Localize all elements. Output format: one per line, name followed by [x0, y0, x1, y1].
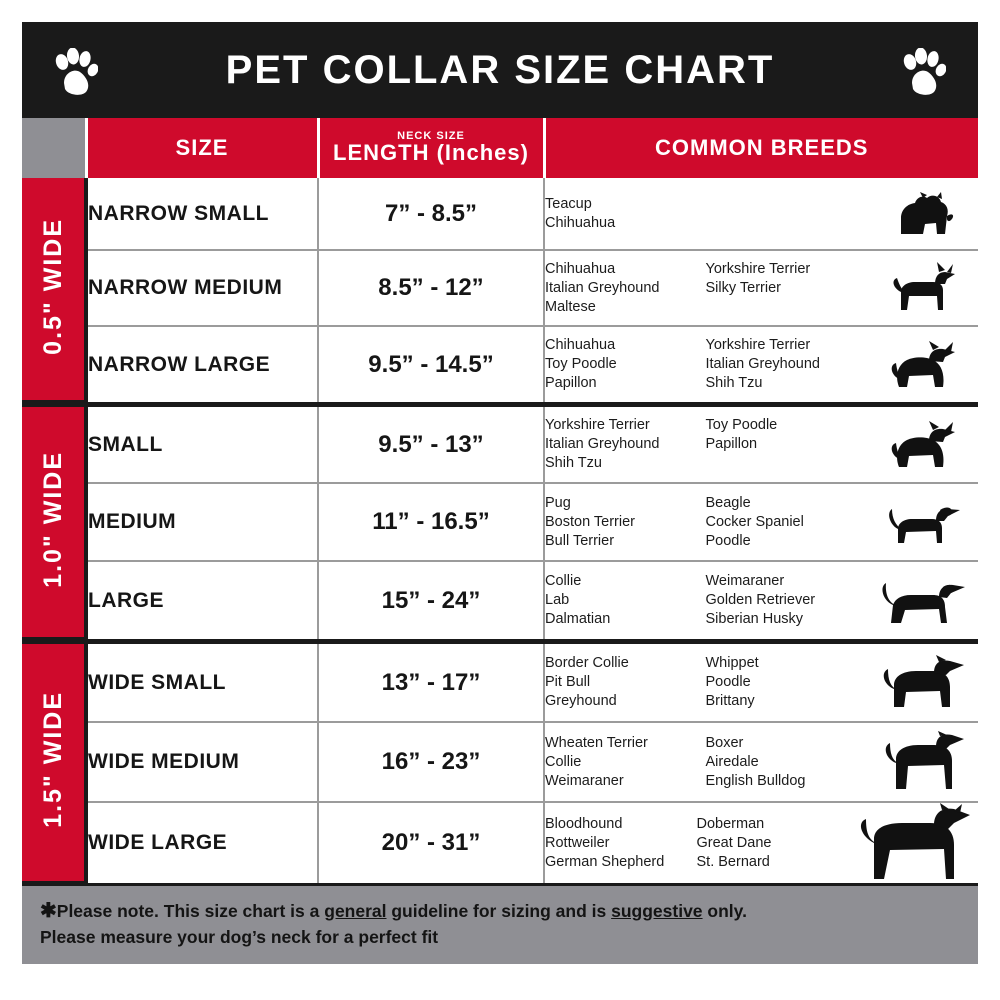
breeds-cell — [544, 178, 978, 250]
neck-length: 7” - 8.5” — [318, 178, 544, 250]
breeds-cell — [544, 483, 978, 561]
chihuahua-silhouette-icon — [866, 262, 978, 314]
width-group-cell — [22, 178, 86, 402]
width-group-label: 1.0" WIDE — [38, 450, 67, 588]
size-name: WIDE SMALL — [86, 644, 318, 722]
breeds-column-2 — [706, 260, 867, 317]
breeds-cell — [544, 722, 978, 802]
breeds-cell — [544, 644, 978, 722]
footer-text-b: guideline for sizing and is — [386, 900, 612, 921]
table-row — [22, 722, 978, 802]
breeds-cell — [544, 802, 978, 883]
breeds-cell — [544, 561, 978, 639]
breed-item: Collie — [545, 753, 582, 770]
breed-item: Pit Bull — [545, 674, 591, 690]
footer-line-2: Please measure your dog’s neck for a perfect fit — [40, 926, 439, 947]
footer-underline-general: general — [324, 900, 387, 921]
table-row — [22, 644, 978, 722]
breed-item: Pug — [545, 494, 571, 511]
breeds-column-1 — [545, 734, 706, 791]
breed-item: St. Bernard — [696, 853, 770, 870]
breeds-column-2 — [706, 734, 867, 791]
breed-item: Bull Terrier — [545, 532, 615, 549]
breed-item: Toy Poodle — [705, 417, 778, 433]
table-row — [22, 178, 978, 250]
size-table — [22, 118, 978, 886]
breeds-cell — [544, 326, 978, 402]
breeds-column-1 — [545, 195, 706, 233]
breed-item: Cocker Spaniel — [705, 513, 804, 530]
footer-note — [22, 886, 978, 964]
neck-length: 8.5” - 12” — [318, 250, 544, 326]
breed-item: Italian Greyhound — [705, 356, 820, 372]
breed-item: Italian Greyhound — [545, 436, 660, 452]
breed-item: Shih Tzu — [705, 375, 763, 391]
breed-item: German Shepherd — [545, 853, 665, 870]
breed-item: Whippet — [705, 655, 759, 671]
size-chart — [22, 22, 978, 964]
size-name: WIDE MEDIUM — [86, 722, 318, 802]
header-sub-neck-size: NECK SIZE — [397, 130, 465, 142]
table-row — [22, 483, 978, 561]
breed-item: Teacup — [545, 195, 592, 212]
breeds-column-1 — [545, 815, 697, 872]
doberman-silhouette-icon — [848, 803, 978, 883]
neck-length: 9.5” - 13” — [318, 407, 544, 483]
breed-item: Silky Terrier — [705, 279, 781, 296]
breed-item: Yorkshire Terrier — [705, 337, 811, 353]
boxer-silhouette-icon — [866, 731, 978, 793]
page-bottom-margin — [22, 964, 978, 986]
size-name: WIDE LARGE — [86, 802, 318, 883]
breeds-column-1 — [545, 572, 706, 629]
breed-item: Siberian Husky — [705, 611, 804, 627]
breed-item: Yorkshire Terrier — [545, 417, 650, 433]
size-name: NARROW SMALL — [86, 178, 318, 250]
breeds-cell — [544, 407, 978, 483]
footer-underline-suggestive: suggestive — [611, 900, 703, 921]
breed-item: English Bulldog — [705, 772, 806, 789]
breed-item: Italian Greyhound — [545, 279, 660, 296]
breed-item: Lab — [545, 592, 570, 608]
neck-length: 11” - 16.5” — [318, 483, 544, 561]
breed-item: Shih Tzu — [545, 455, 602, 471]
breed-item: Papillon — [705, 436, 758, 452]
table-row — [22, 250, 978, 326]
breed-item: Yorkshire Terrier — [705, 260, 811, 277]
breeds-column-2 — [706, 494, 867, 551]
breeds-column-2 — [697, 815, 849, 872]
beagle-silhouette-icon — [866, 497, 978, 547]
breeds-column-2 — [706, 654, 867, 711]
breed-item: Weimaraner — [545, 772, 624, 789]
breed-item: Golden Retriever — [705, 592, 816, 608]
paw-print-icon — [902, 48, 946, 96]
width-group-cell — [22, 407, 86, 639]
breeds-cell — [544, 250, 978, 326]
breeds-column-1 — [545, 260, 706, 317]
table-header-row — [22, 118, 978, 178]
yorkie-silhouette-icon — [866, 190, 978, 238]
breed-item: Poodle — [705, 532, 751, 549]
size-name: NARROW MEDIUM — [86, 250, 318, 326]
breeds-column-1 — [545, 494, 706, 551]
breed-item: Doberman — [696, 815, 765, 832]
breed-item: Poodle — [705, 674, 751, 690]
breeds-column-2 — [706, 416, 867, 473]
breeds-column-1 — [545, 336, 706, 393]
breeds-column-2 — [706, 572, 867, 629]
breed-item: Maltese — [545, 298, 596, 315]
header-cell-length — [318, 118, 544, 178]
table-row — [22, 802, 978, 883]
breeds-column-1 — [545, 416, 706, 473]
size-name: NARROW LARGE — [86, 326, 318, 402]
breed-item: Bloodhound — [545, 815, 623, 832]
breed-item: Wheaten Terrier — [545, 734, 648, 751]
size-name: SMALL — [86, 407, 318, 483]
breed-item: Airedale — [705, 753, 759, 770]
size-name: LARGE — [86, 561, 318, 639]
breed-item: Rottweiler — [545, 834, 610, 851]
neck-length: 16” - 23” — [318, 722, 544, 802]
footer-line-1 — [40, 898, 960, 924]
breed-item: Dalmatian — [545, 611, 611, 627]
paw-print-icon — [54, 48, 98, 96]
header-cell-size: SIZE — [86, 118, 318, 178]
breed-item: Brittany — [705, 693, 755, 709]
size-name: MEDIUM — [86, 483, 318, 561]
width-group-cell — [22, 644, 86, 883]
width-group-label: 0.5" WIDE — [38, 217, 67, 355]
retriever-silhouette-icon — [866, 575, 978, 627]
breeds-column-2 — [706, 195, 867, 233]
neck-length: 9.5” - 14.5” — [318, 326, 544, 402]
chart-title-bar — [22, 22, 978, 118]
pitbull-silhouette-icon — [866, 655, 978, 711]
neck-length: 15” - 24” — [318, 561, 544, 639]
breed-item: Papillon — [545, 375, 597, 391]
asterisk-icon: ✱ — [40, 899, 57, 922]
neck-length: 13” - 17” — [318, 644, 544, 722]
breed-item: Weimaraner — [705, 573, 785, 589]
breed-item: Greyhound — [545, 693, 617, 709]
table-row — [22, 561, 978, 639]
footer-text-c: only. — [702, 900, 747, 921]
footer-text-a: Please note. This size chart is a — [56, 900, 325, 921]
breed-item: Great Dane — [696, 834, 772, 851]
breed-item: Collie — [545, 573, 582, 589]
width-group-label: 1.5" WIDE — [38, 691, 67, 829]
page-title: PET COLLAR SIZE CHART — [225, 47, 775, 92]
breed-item: Border Collie — [545, 655, 629, 671]
papillon-silhouette-icon — [866, 419, 978, 471]
breed-item: Boston Terrier — [545, 513, 635, 530]
breeds-column-1 — [545, 654, 706, 711]
header-cell-width — [22, 118, 86, 178]
breed-item: Chihuahua — [545, 214, 616, 231]
table-row — [22, 326, 978, 402]
breed-item: Chihuahua — [545, 260, 616, 277]
header-label-length: LENGTH (Inches) — [333, 140, 529, 165]
header-cell-breeds: COMMON BREEDS — [544, 118, 978, 178]
breed-item: Beagle — [705, 494, 751, 511]
neck-length: 20” - 31” — [318, 802, 544, 883]
breed-item: Toy Poodle — [545, 356, 617, 372]
breed-item: Chihuahua — [545, 337, 616, 353]
table-row — [22, 407, 978, 483]
breeds-column-2 — [706, 336, 867, 393]
breed-item: Boxer — [705, 734, 744, 751]
papillon-silhouette-icon — [866, 339, 978, 391]
